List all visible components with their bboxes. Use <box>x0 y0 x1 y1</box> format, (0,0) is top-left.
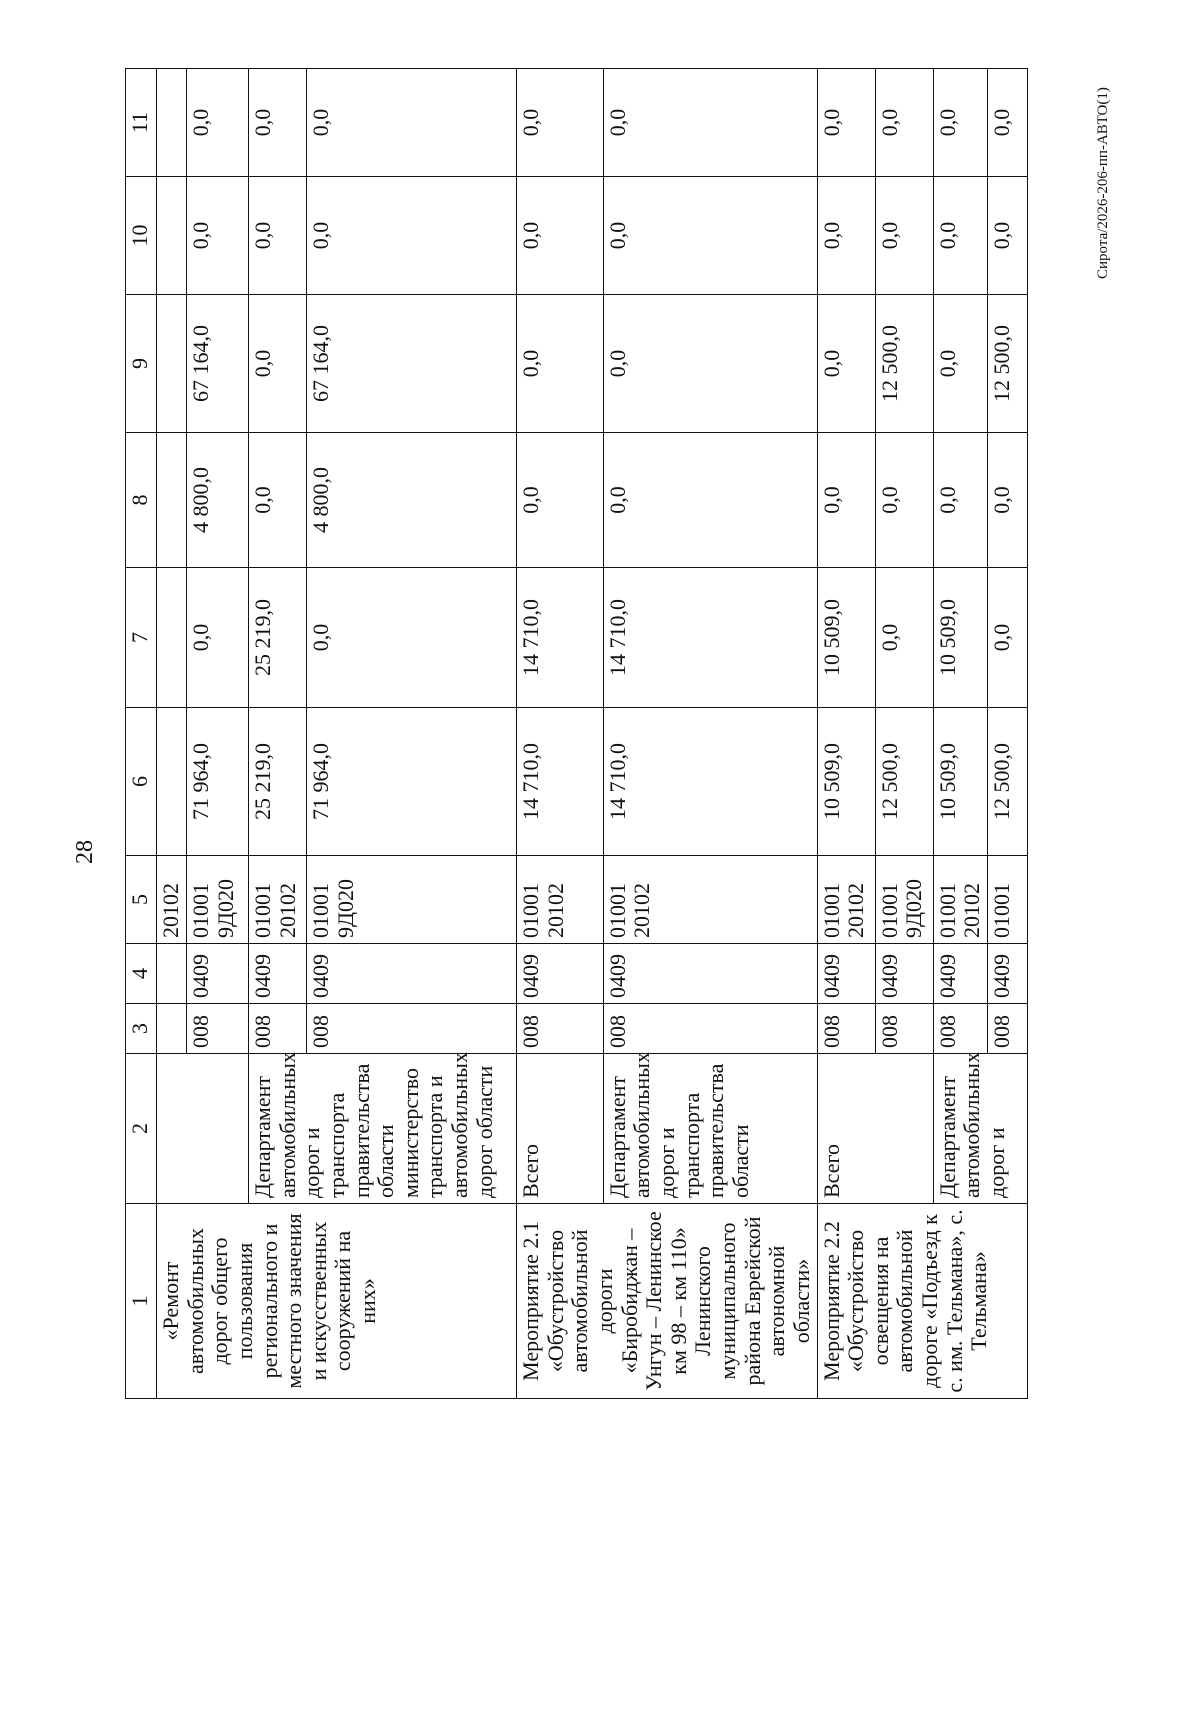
value-cell: 0,0 <box>875 568 933 708</box>
value-cell: 0,0 <box>987 177 1027 295</box>
value-cell: 25 219,0 <box>249 568 307 708</box>
value-cell: 0,0 <box>875 69 933 177</box>
value-cell: 0,0 <box>249 433 307 568</box>
value-cell: 0,0 <box>875 433 933 568</box>
activity-title: Мероприятие 2.2 «Обустройство освещения на автомобильной дороге «Подъезд к с. им. Тельмана», с. Тельмана» <box>817 1204 1027 1399</box>
executor-dept: Департамент автомобильных дорог и транспорта правительства области <box>250 1052 399 1198</box>
value-cell: 0,0 <box>307 568 517 708</box>
budget-table <box>125 68 1028 1399</box>
section-cell: 0409 <box>817 944 875 1004</box>
section-cell: 0409 <box>187 944 249 1004</box>
kbk-cell: 01001 20102 <box>817 856 875 944</box>
col-7-header: 7 <box>126 568 157 708</box>
section-cell: 0409 <box>603 944 817 1004</box>
kbk-cell: 01001 9Д020 <box>187 856 249 944</box>
value-cell: 12 500,0 <box>875 708 933 856</box>
grbs-cell: 008 <box>307 1004 517 1054</box>
value-cell: 71 964,0 <box>307 708 517 856</box>
value-cell: 67 164,0 <box>187 295 249 433</box>
value-cell: 0,0 <box>817 433 875 568</box>
value-cell: 0,0 <box>817 69 875 177</box>
col-11-header: 11 <box>126 69 157 177</box>
value-cell: 0,0 <box>603 177 817 295</box>
value-cell: 0,0 <box>987 433 1027 568</box>
activity-title: Мероприятие 2.1 «Обустройство автомобильной дороги «Биробиджан – Унгун – Ленинское км 98 – км 110» Ленинского муниципального района Еврейской автономной области» <box>517 1204 818 1399</box>
grbs-cell: 008 <box>603 1004 817 1054</box>
col-10-header: 10 <box>126 177 157 295</box>
value-cell: 71 964,0 <box>187 708 249 856</box>
value-cell: 0,0 <box>987 69 1027 177</box>
kbk-cell: 20102 <box>157 856 187 944</box>
value-cell: 12 500,0 <box>987 295 1027 433</box>
section-cell: 0409 <box>933 944 987 1004</box>
value-cell: 10 509,0 <box>933 708 987 856</box>
kbk-cell: 01001 20102 <box>517 856 604 944</box>
executor-cell: Всего <box>517 1054 604 1204</box>
section-cell: 0409 <box>249 944 307 1004</box>
table-row <box>157 69 187 1399</box>
executor-cell: Всего <box>817 1054 933 1204</box>
value-cell: 0,0 <box>187 568 249 708</box>
header-row <box>126 69 157 1399</box>
value-cell: 0,0 <box>307 69 517 177</box>
value-cell: 0,0 <box>603 433 817 568</box>
empty-cell <box>157 944 187 1004</box>
executor-ministry: министерство транспорта и автомобильных дорог области <box>397 1052 497 1198</box>
value-cell: 12 500,0 <box>987 708 1027 856</box>
value-cell: 0,0 <box>187 69 249 177</box>
empty-cell <box>157 1004 187 1054</box>
value-cell: 0,0 <box>249 69 307 177</box>
value-cell: 0,0 <box>933 433 987 568</box>
col-6-header: 6 <box>126 708 157 856</box>
table-row <box>817 69 875 1399</box>
value-cell: 0,0 <box>875 177 933 295</box>
col-3-header: 3 <box>126 1004 157 1054</box>
value-cell: 4 800,0 <box>187 433 249 568</box>
executor-cell: Департамент автомобильных дорог и <box>933 1054 1027 1204</box>
page-number: 28 <box>72 840 98 864</box>
value-cell: 12 500,0 <box>875 295 933 433</box>
kbk-cell: 01001 20102 <box>933 856 987 944</box>
empty-cell <box>157 1054 249 1204</box>
empty-cell <box>157 69 187 177</box>
table-row <box>933 69 987 1399</box>
col-1-header: 1 <box>126 1204 157 1399</box>
empty-cell <box>157 433 187 568</box>
empty-cell <box>157 177 187 295</box>
kbk-cell: 01001 20102 <box>249 856 307 944</box>
kbk-cell: 01001 9Д020 <box>307 856 517 944</box>
activity-title: «Ремонт автомобильных дорог общего пользования регионального и местного значения и искусственных сооружений на них» <box>157 1204 517 1399</box>
table-row <box>517 69 604 1399</box>
executor-cell <box>249 1054 517 1204</box>
footer-code: Сирота/2026-206-пп-АВТО(1) <box>1095 87 1111 279</box>
value-cell: 0,0 <box>933 295 987 433</box>
table-row <box>249 69 307 1399</box>
grbs-cell: 008 <box>817 1004 875 1054</box>
col-5-header: 5 <box>126 856 157 944</box>
value-cell: 0,0 <box>817 295 875 433</box>
value-cell: 14 710,0 <box>603 708 817 856</box>
empty-cell <box>157 568 187 708</box>
value-cell: 0,0 <box>603 295 817 433</box>
value-cell: 0,0 <box>307 177 517 295</box>
grbs-cell: 008 <box>933 1004 987 1054</box>
value-cell: 14 710,0 <box>517 708 604 856</box>
value-cell: 0,0 <box>933 69 987 177</box>
col-2-header: 2 <box>126 1054 157 1204</box>
empty-cell <box>157 708 187 856</box>
kbk-cell: 01001 20102 <box>603 856 817 944</box>
grbs-cell: 008 <box>517 1004 604 1054</box>
empty-cell <box>157 295 187 433</box>
col-8-header: 8 <box>126 433 157 568</box>
value-cell: 10 509,0 <box>933 568 987 708</box>
value-cell: 14 710,0 <box>517 568 604 708</box>
value-cell: 10 509,0 <box>817 568 875 708</box>
value-cell: 0,0 <box>517 295 604 433</box>
kbk-cell: 01001 9Д020 <box>875 856 933 944</box>
kbk-cell: 01001 <box>987 856 1027 944</box>
value-cell: 67 164,0 <box>307 295 517 433</box>
value-cell: 0,0 <box>603 69 817 177</box>
value-cell: 0,0 <box>987 568 1027 708</box>
grbs-cell: 008 <box>987 1004 1027 1054</box>
value-cell: 0,0 <box>517 433 604 568</box>
value-cell: 4 800,0 <box>307 433 517 568</box>
grbs-cell: 008 <box>249 1004 307 1054</box>
col-4-header: 4 <box>126 944 157 1004</box>
section-cell: 0409 <box>987 944 1027 1004</box>
value-cell: 0,0 <box>249 177 307 295</box>
value-cell: 0,0 <box>187 177 249 295</box>
section-cell: 0409 <box>307 944 517 1004</box>
value-cell: 10 509,0 <box>817 708 875 856</box>
grbs-cell: 008 <box>875 1004 933 1054</box>
value-cell: 14 710,0 <box>603 568 817 708</box>
grbs-cell: 008 <box>187 1004 249 1054</box>
col-9-header: 9 <box>126 295 157 433</box>
value-cell: 0,0 <box>517 177 604 295</box>
value-cell: 25 219,0 <box>249 708 307 856</box>
section-cell: 0409 <box>517 944 604 1004</box>
value-cell: 0,0 <box>933 177 987 295</box>
table-row <box>603 69 817 1399</box>
value-cell: 0,0 <box>517 69 604 177</box>
value-cell: 0,0 <box>249 295 307 433</box>
section-cell: 0409 <box>875 944 933 1004</box>
executor-cell: Департамент автомобильных дорог и транспорта правительства области <box>603 1054 817 1204</box>
value-cell: 0,0 <box>817 177 875 295</box>
